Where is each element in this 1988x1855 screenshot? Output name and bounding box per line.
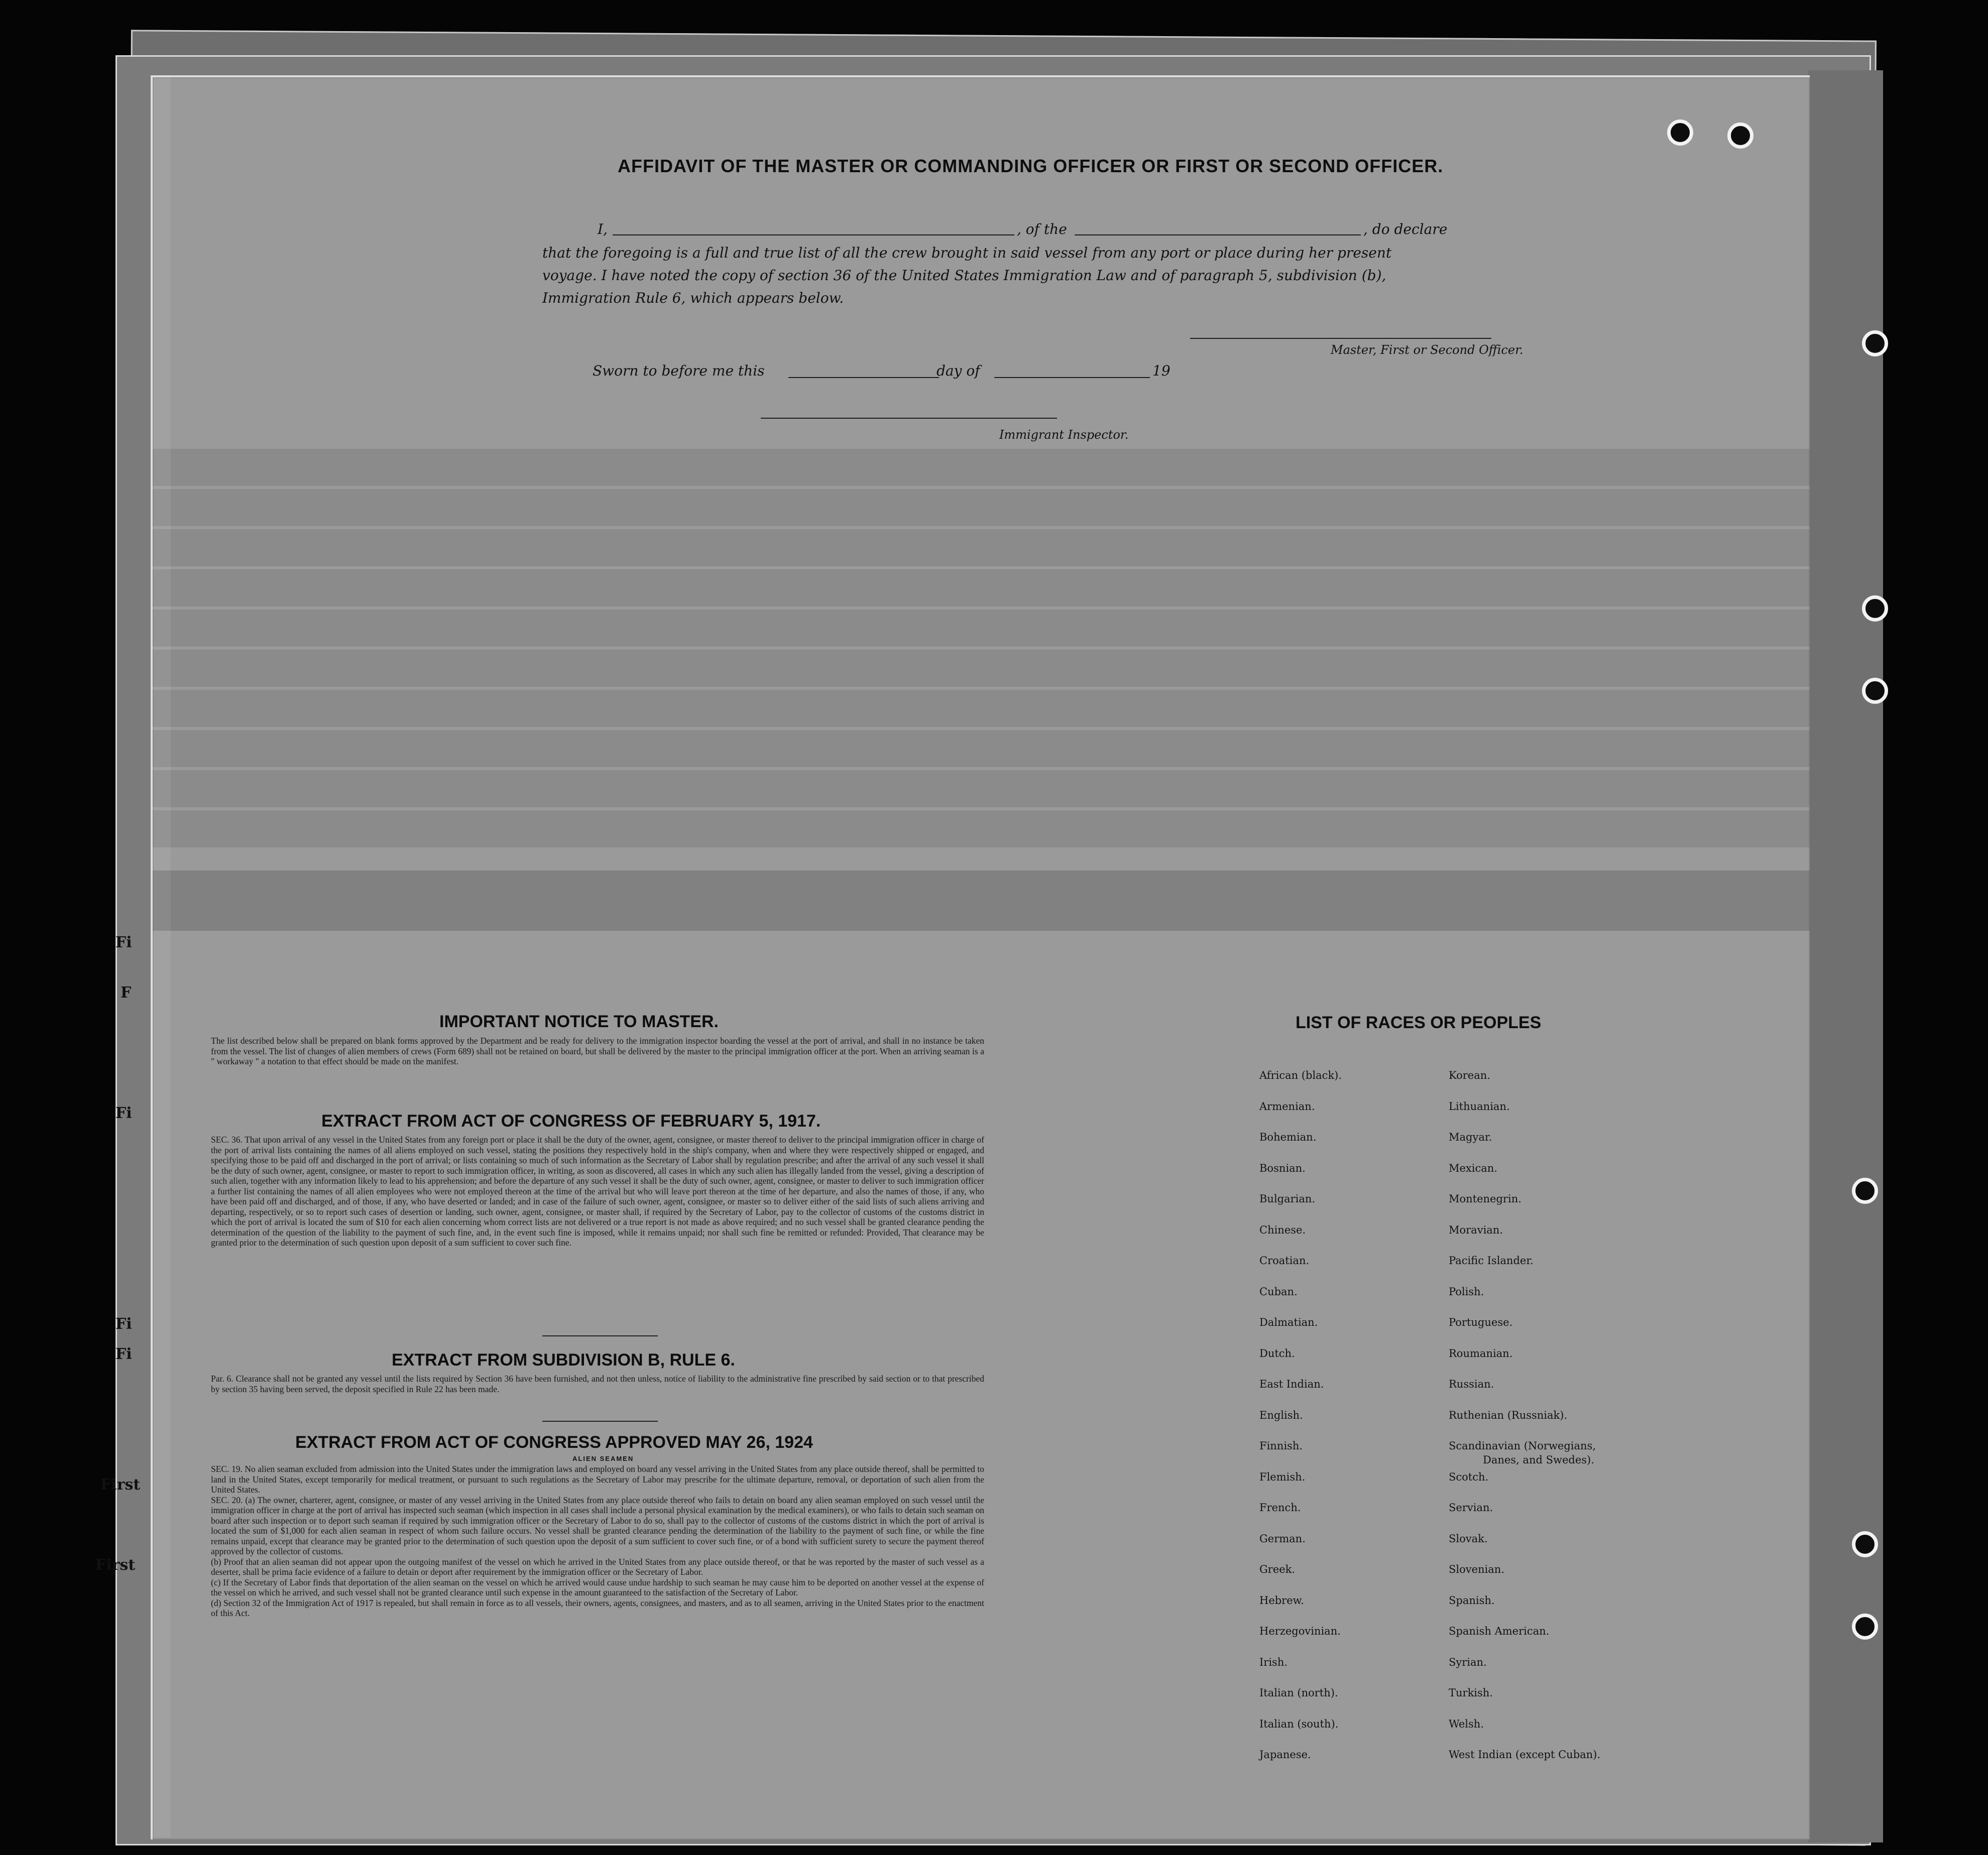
race-item: Bohemian.: [1259, 1131, 1317, 1143]
race-item: Italian (north).: [1259, 1687, 1338, 1699]
race-item: Italian (south).: [1259, 1717, 1339, 1730]
race-item: Chinese.: [1259, 1223, 1306, 1236]
bleed-through-row: [153, 489, 1810, 526]
binder-hole: [1852, 1614, 1878, 1640]
affidavit-title: AFFIDAVIT OF THE MASTER OR COMMANDING OFFICER OR FIRST OR SECOND OFFICER.: [618, 156, 1444, 176]
extract-1917-title: EXTRACT FROM ACT OF CONGRESS OF FEBRUARY 5, 1917.: [321, 1111, 821, 1131]
affidavit-text: voyage. I have noted the copy of section 36 of the United States Immigration Law and of paragraph 5, subdivision (b),: [542, 267, 1386, 284]
affidavit-text: , of the: [1017, 221, 1067, 237]
race-item: Korean.: [1449, 1069, 1490, 1081]
race-item: Roumanian.: [1449, 1347, 1513, 1359]
binder-hole: [1862, 595, 1888, 622]
race-item: Servian.: [1449, 1502, 1493, 1514]
race-item: West Indian (except Cuban).: [1449, 1749, 1601, 1761]
affidavit-text: I,: [598, 221, 608, 237]
bleed-through-row: [153, 529, 1810, 566]
margin-text: Fi: [115, 1315, 132, 1333]
race-item: Portuguese.: [1449, 1316, 1513, 1328]
race-item: Japanese.: [1259, 1749, 1311, 1761]
bleed-through-row: [153, 730, 1810, 767]
race-item: Slovak.: [1449, 1532, 1488, 1545]
race-item: Syrian.: [1449, 1656, 1487, 1668]
race-item: Croatian.: [1259, 1255, 1310, 1267]
race-item: Scotch.: [1449, 1470, 1489, 1483]
day-of-text: day of: [937, 362, 980, 379]
race-item: African (black).: [1259, 1069, 1342, 1081]
extract-1924-subtitle: ALIEN SEAMEN: [572, 1455, 634, 1462]
bleed-through-row: [153, 650, 1810, 687]
extract-1924-text: SEC. 19. No alien seaman excluded from admission into the United States under the immigration laws and employed on board any vessel arriving in the United States from any place outside thereof, shall be permitted to land in the United States, except temporarily for medical treatment, or pursuant to such regulations as the Secretary of Labor may prescribe for the ultimate departure, removal, or deportation of such alien from the United States. SEC. 20. (a) The owner, charterer, agent, consignee, or master of any vessel arriving in the United States from any place outside thereof who fails to detain on board any alien seaman employed on such vessel until the immigration officer in charge at the port of arrival has inspected such seaman (which inspection in all cases shall include a personal physical examination by the medical examiners), or who fails to detain such seaman on board after such inspection or to deport such seaman if required by such immigration officer or the Secretary of Labor to do so, shall pay to the collector of customs of the customs district in which the port of arrival is located the sum of $1,000 for each alien seaman in respect of whom such failure occurs. No vessel shall be granted clearance pending the determination of the liability to the payment of such fine, or while the fine remains unpaid, except that clearance may be granted prior to the determination of such question upon the deposit of a sum sufficient to cover such fine, or of a bond with sufficient surety to secure the payment thereof approved by the collector of customs. (b) Proof that an alien seaman did not appear upon the outgoing manifest of the vessel on which he arrived in the United States from any place outside thereof, or that he was reported by the master of such vessel as a deserter, shall be prima facie evidence of a failure to detain or deport after requirement by the immigration officer or the Secretary of Labor. (c) If the Secretary of Labor finds that deportation of the alien seaman on the vessel on which he arrived would cause undue hardship to such seaman he may cause him to be deported on another vessel at the expense of the vessel on which he arrived, and such vessel shall not be granted clearance until such expense in the amount guaranteed to the satisfaction of the Secretary of Labor. (d) Section 32 of the Immigration Act of 1917 is repealed, but shall remain in force as to all vessels, their owners, agents, consignees, and masters, and as to all seamen, arriving in the United States prior to the enactment of this Act.: [211, 1464, 984, 1618]
page-fold: [151, 75, 171, 1837]
section-divider: [542, 1421, 658, 1422]
race-item: Mexican.: [1449, 1162, 1497, 1174]
master-label: Master, First or Second Officer.: [1331, 343, 1524, 357]
race-item: Armenian.: [1259, 1100, 1315, 1112]
race-item: Scandinavian (Norwegians,: [1449, 1440, 1596, 1452]
race-item: German.: [1259, 1532, 1306, 1545]
margin-text: Fi: [115, 934, 132, 951]
race-item: Bosnian.: [1259, 1162, 1306, 1174]
race-item: Irish.: [1259, 1656, 1288, 1668]
binder-hole: [1727, 122, 1753, 149]
binder-hole: [1862, 330, 1888, 356]
bleed-through-row: [153, 690, 1810, 727]
date-blank: [788, 377, 939, 378]
binder-hole: [1852, 1178, 1878, 1204]
race-item: Ruthenian (Russniak).: [1449, 1409, 1568, 1421]
bleed-through-row: [153, 609, 1810, 647]
race-item: Spanish.: [1449, 1594, 1495, 1606]
race-item: Moravian.: [1449, 1223, 1503, 1236]
race-item: Finnish.: [1259, 1440, 1303, 1452]
vessel-blank: [1075, 234, 1361, 235]
binder-hole: [1852, 1531, 1878, 1557]
bleed-through-row: [153, 569, 1810, 606]
race-item: Turkish.: [1449, 1687, 1493, 1699]
race-item: Welsh.: [1449, 1717, 1484, 1730]
race-item: Hebrew.: [1259, 1594, 1304, 1606]
race-item: Polish.: [1449, 1285, 1484, 1298]
month-blank: [994, 377, 1150, 378]
race-item: Slovenian.: [1449, 1563, 1504, 1575]
underlying-page-margin-text: [95, 934, 151, 1586]
extract-rule6-text: Par. 6. Clearance shall not be granted any vessel until the lists required by Section 36 have been furnished, and not then unless, notice of liability to the administrative fine prescribed by said section or to that prescribed by section 35 having been served, the deposit specified in Rule 22 has been made.: [211, 1374, 984, 1394]
affidavit-text: , do declare: [1363, 221, 1448, 237]
race-item: Flemish.: [1259, 1470, 1306, 1483]
race-item: Russian.: [1449, 1378, 1494, 1390]
affidavit-text: Immigration Rule 6, which appears below.: [542, 290, 844, 306]
race-item: Bulgarian.: [1259, 1193, 1316, 1205]
race-item: Magyar.: [1449, 1131, 1492, 1143]
race-item: Spanish American.: [1449, 1625, 1550, 1637]
sworn-text: Sworn to before me this: [593, 362, 765, 379]
race-item: Lithuanian.: [1449, 1100, 1510, 1112]
race-item: Cuban.: [1259, 1285, 1298, 1298]
affidavit-text: that the foregoing is a full and true list of all the crew brought in said vessel from any port or place during her present: [542, 244, 1392, 261]
margin-text: F: [121, 984, 132, 1002]
master-signature-line: [1190, 338, 1491, 339]
binder-hole: [1667, 119, 1693, 146]
race-item: Montenegrin.: [1449, 1193, 1522, 1205]
extract-1924-title: EXTRACT FROM ACT OF CONGRESS APPROVED MAY 26, 1924: [295, 1433, 813, 1452]
extract-rule6-title: EXTRACT FROM SUBDIVISION B, RULE 6.: [392, 1350, 735, 1370]
inspector-signature-line: [761, 418, 1057, 419]
race-item: Dalmatian.: [1259, 1316, 1318, 1328]
races-title: LIST OF RACES OR PEOPLES: [1296, 1013, 1542, 1032]
notice-text: The list described below shall be prepared on blank forms approved by the Department and be ready for delivery to the immigration inspector boarding the vessel at the port of arrival, and shall in no instance be taken from the vessel. The list of changes of alien members of crews (Form 689) shall not be retained on board, but shall be delivered by the master to the principal immigration officer at the port. When an arriving seaman is a " workaway " a notation to that effect should be made on the manifest.: [211, 1036, 984, 1066]
binder-hole: [1862, 678, 1888, 704]
race-item: English.: [1259, 1409, 1303, 1421]
race-item: French.: [1259, 1502, 1301, 1514]
margin-text: First: [95, 1556, 136, 1574]
race-item: Greek.: [1259, 1563, 1296, 1575]
bleed-through-row: [153, 770, 1810, 807]
race-item: Danes, and Swedes).: [1483, 1454, 1594, 1466]
margin-text: Fi: [115, 1345, 132, 1363]
notice-title: IMPORTANT NOTICE TO MASTER.: [439, 1012, 719, 1031]
bleed-through-row: [153, 449, 1810, 486]
race-item: Pacific Islander.: [1449, 1255, 1534, 1267]
race-item: Dutch.: [1259, 1347, 1295, 1359]
race-item: Herzegovinian.: [1259, 1625, 1341, 1637]
bleed-through-row: [153, 871, 1810, 931]
name-blank: [613, 234, 1014, 235]
margin-text: First: [100, 1476, 141, 1494]
extract-1917-text: SEC. 36. That upon arrival of any vessel in the United States from any foreign port or place it shall be the duty of the owner, agent, consignee, or master thereof to deliver to the principal immigration officer in charge of the port of arrival lists containing the names of all aliens employed on such vessel, stating the positions they respectively hold in the ship's company, when and where they were respectively shipped or engaged, and specifying those to be paid off and discharged in the port of arrival; or lists containing so much of such information as the Secretary of Labor shall by regulation prescribe; and after the arrival of any such vessel it shall be the duty of such owner, agent, consignee, or master to report to such immigration officer, in writing, as soon as discovered, all cases in which any such alien has illegally landed from the vessel, giving a description of such alien, together with any information likely to lead to his apprehension; and before the departure of any such vessel it shall be the duty of such owner, agent, consignee, or master to deliver to such immigration officer a further list containing the names of all alien employees who were not employed thereon at the time of the arrival but who will leave port thereon at the time of her departure, and also the names of those, if any, who have been paid off and discharged, and of those, if any, who have deserted or landed; and in case of the failure of such owner, agent, consignee, or master so to deliver either of the said lists of such aliens arriving and departing, respectively, or so to report such cases of desertion or landing, such owner, agent, consignee, or master shall, if required by the Secretary of Labor, pay to the collector of customs of the customs district in which the port of arrival is located the sum of $10 for each alien concerning whom correct lists are not delivered or a true report is not made as above required; and no such vessel shall be granted clearance pending the determination of the question of the liability to the payment of such fine, and, in the event such fine is imposed, while it remains unpaid; nor shall such fine be remitted or refunded: Provided, That clearance may be granted prior to the determination of such question upon deposit of a sum sufficient to cover such fine.: [211, 1135, 984, 1248]
race-item: East Indian.: [1259, 1378, 1324, 1390]
margin-text: Fi: [115, 1104, 132, 1122]
inspector-label: Immigrant Inspector.: [999, 428, 1129, 442]
year-prefix: 19: [1152, 362, 1171, 379]
section-divider: [542, 1335, 658, 1336]
bleed-through-row: [153, 810, 1810, 847]
